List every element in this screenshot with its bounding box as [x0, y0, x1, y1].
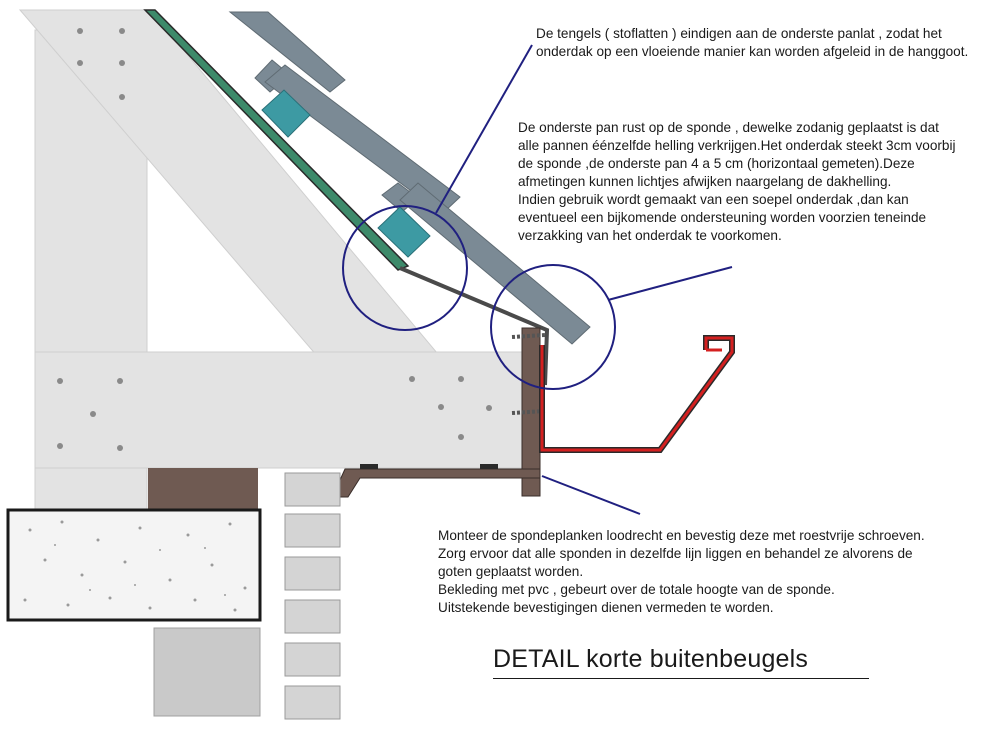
annotation-line: verzakking van het onderdak te voorkomen.: [518, 228, 782, 243]
annotation-line: Monteer de spondeplanken loodrecht en bevestig deze met roestvrije schroeven.: [438, 528, 925, 543]
annotation-line: De onderste pan rust op de sponde , dewelke zodanig geplaatst is dat: [518, 120, 939, 135]
detail-title: DETAIL korte buitenbeugels: [493, 645, 809, 673]
annotation-onderste-pan: [518, 119, 994, 245]
brick-2: [285, 514, 340, 547]
annotation-line: afmetingen kunnen lichtjes afwijken naargelang de dakhelling.: [518, 174, 892, 189]
bracket-pad-1: [360, 464, 378, 469]
annotation-line: Zorg ervoor dat alle sponden in dezelfde lijn liggen en behandel ze alvorens de: [438, 546, 913, 561]
bracket: [340, 469, 540, 497]
brick-3: [285, 557, 340, 590]
annotation-line: eventueel een bijkomende ondersteuning worden voorzien teneinde: [518, 210, 927, 225]
bracket-pad-2: [480, 464, 498, 469]
annotation-line: Bekleding met pvc , gebeurt over de totale hoogte van de sponde.: [438, 582, 835, 597]
brick-4: [285, 600, 340, 633]
block-lower: [154, 628, 260, 716]
annotation-line: Indien gebruik wordt gemaakt van een soepel onderdak ,dan kan: [518, 192, 909, 207]
brick-1: [285, 473, 340, 506]
brick-5: [285, 643, 340, 676]
tie-beam: [35, 352, 530, 468]
callout-line-spondeplanken: [542, 476, 640, 514]
annotation-line: de sponde ,de onderste pan 4 a 5 cm (horizontaal gemeten).Deze: [518, 156, 915, 171]
brick-6: [285, 686, 340, 719]
gutter-profile-outer: [542, 338, 732, 450]
concrete-lintel: [8, 510, 260, 620]
annotation-tengels: De tengels ( stoflatten ) eindigen aan de onderste panlat , zodat het onderdak op een vloeiende manier kan worden afgeleid in de hanggoot.: [536, 26, 969, 59]
title-underline: [493, 678, 869, 679]
annotation-line: goten geplaatst worden.: [438, 564, 584, 579]
annotation-line: alle pannen éénzelfde helling verkrijgen.Het onderdak steekt 3cm voorbij: [518, 138, 956, 153]
wall-top-timber: [148, 468, 258, 510]
annotation-spondeplanken: [438, 527, 998, 617]
gutter: [542, 338, 732, 450]
annotation-line: Uitstekende bevestigingen dienen vermeden te worden.: [438, 600, 774, 615]
callout-line-onderste-pan: [608, 267, 732, 300]
